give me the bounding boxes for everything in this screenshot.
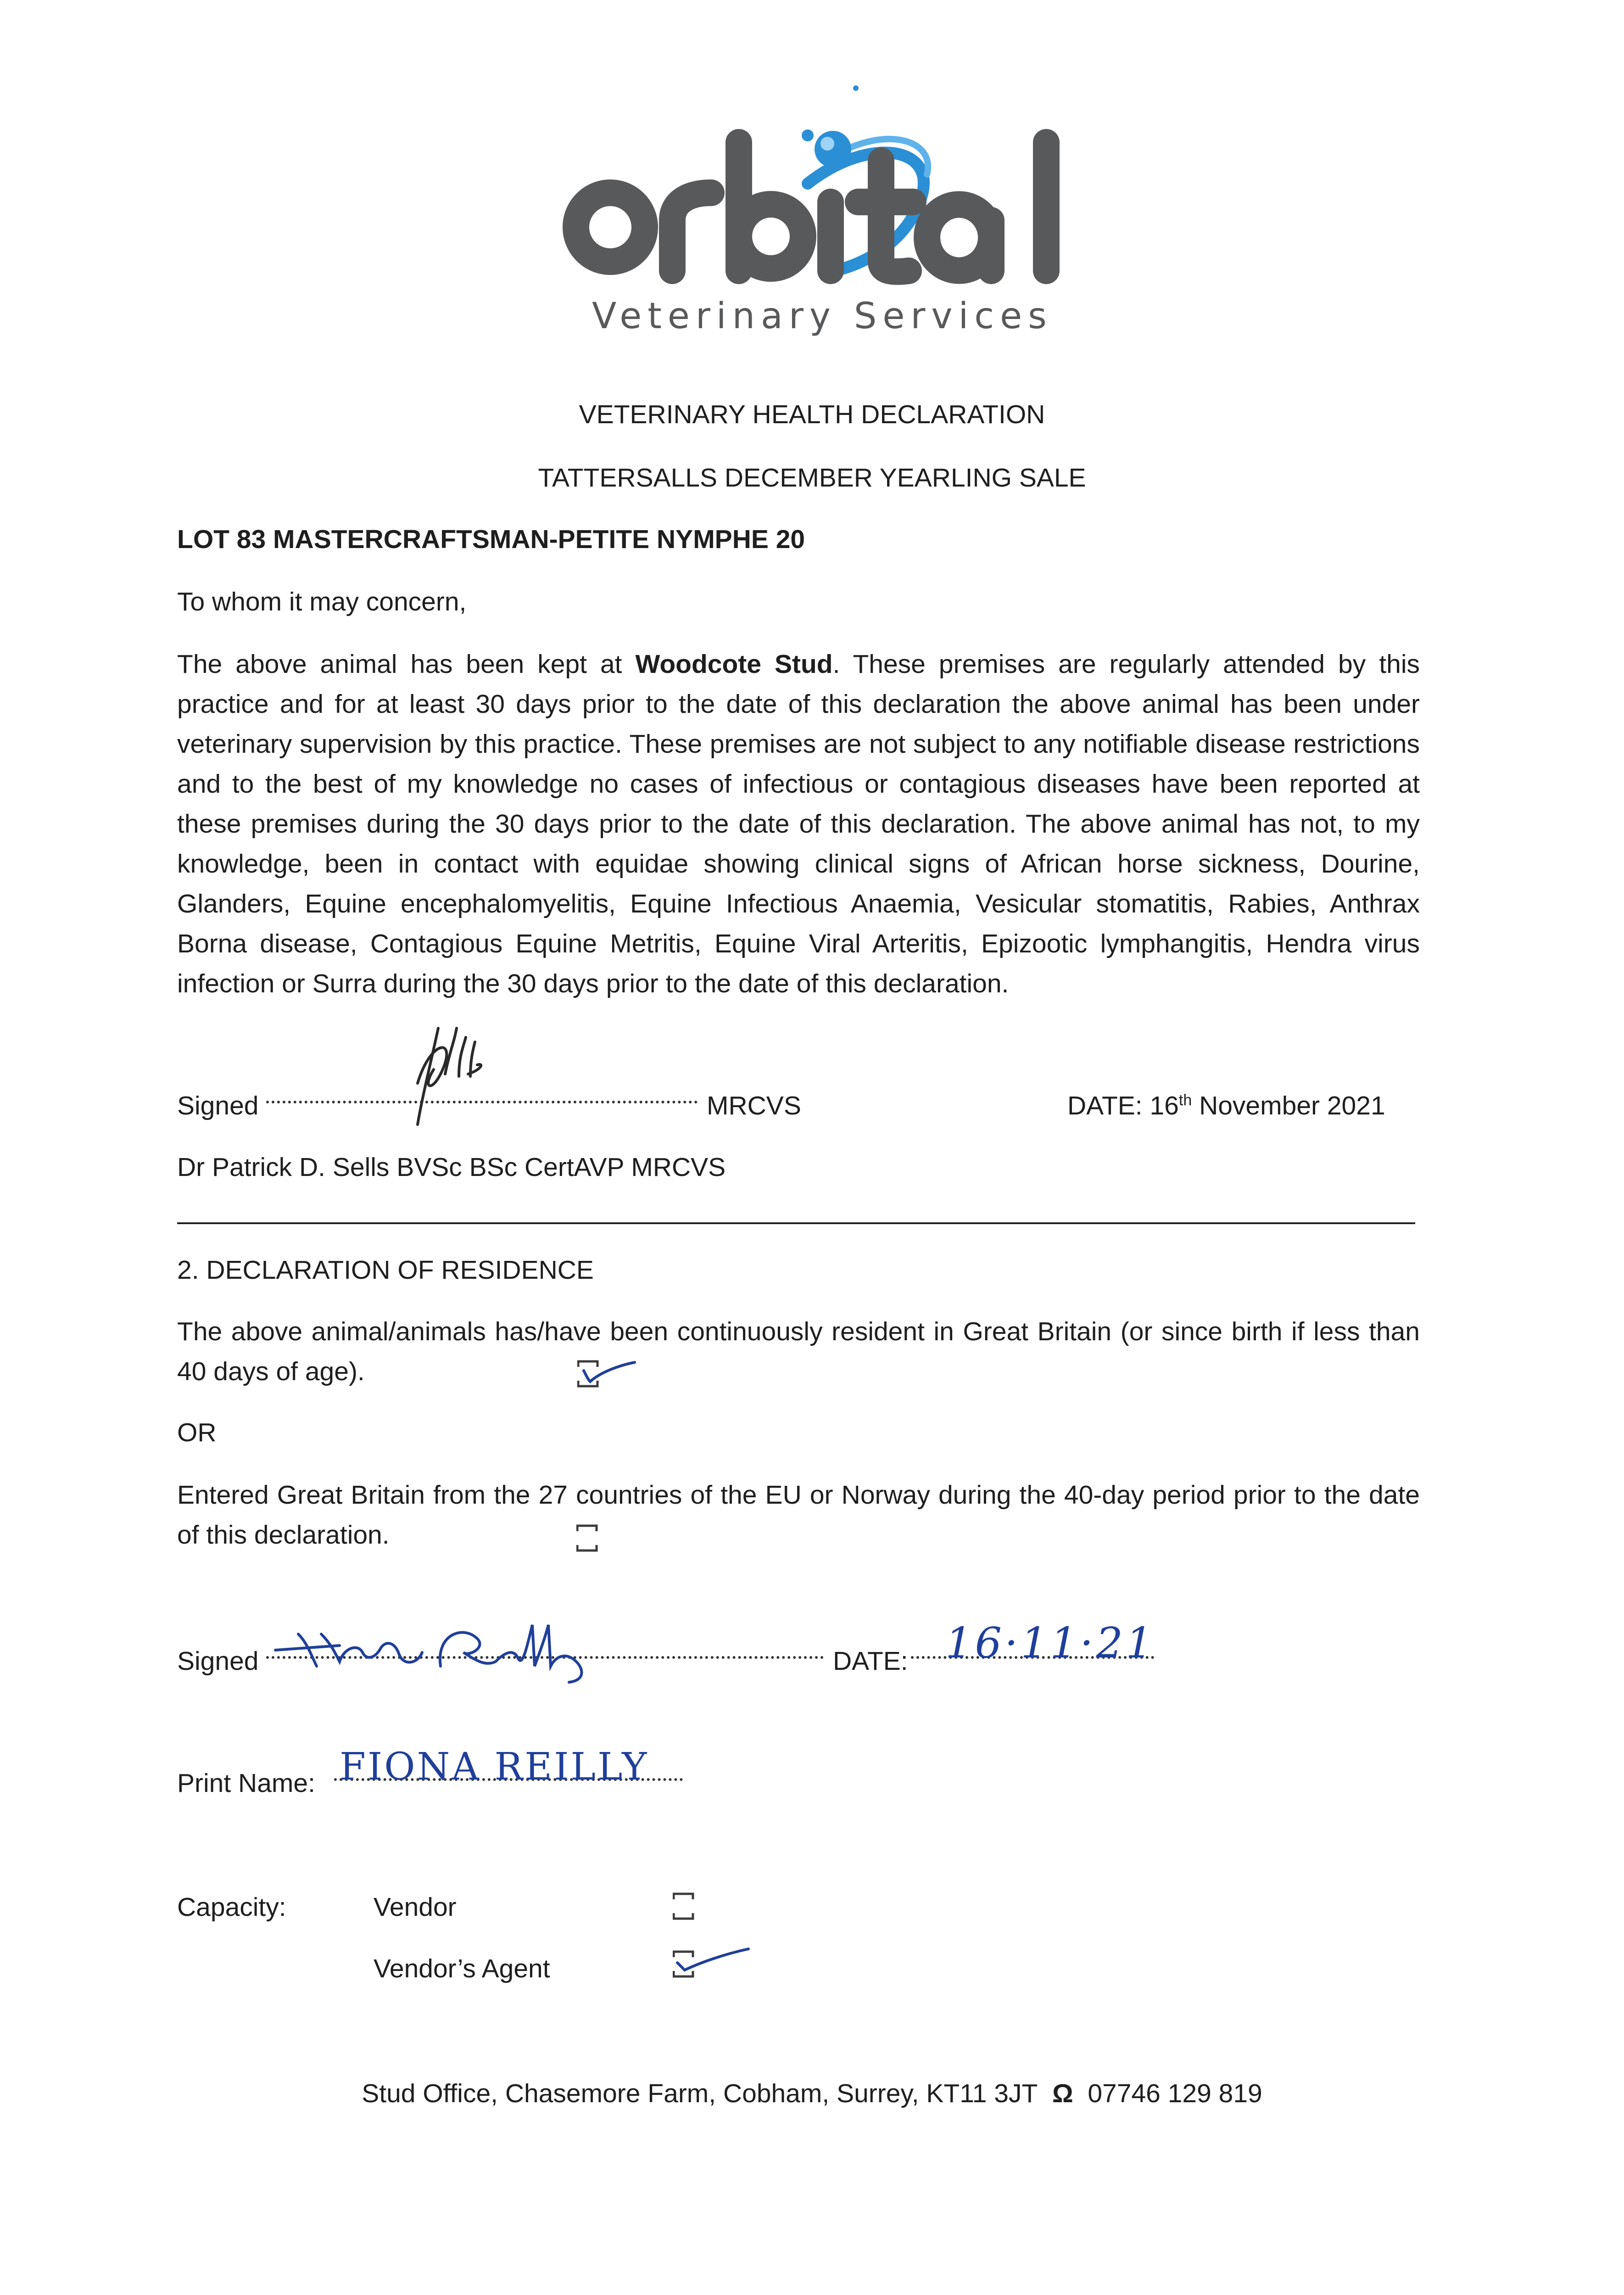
or-label: OR	[177, 1418, 217, 1447]
capacity-agent-label: Vendor’s Agent	[374, 1954, 550, 1983]
vet-name: Dr Patrick D. Sells BVSc BSc CertAVP MRCVS	[177, 1153, 726, 1182]
declaration-text-start: The above animal has been kept at	[177, 649, 636, 679]
capacity-label: Capacity:	[177, 1892, 286, 1922]
residence-option-1	[177, 1312, 1420, 1392]
vet-date-rest: November 2021	[1192, 1091, 1385, 1120]
sale-name: TATTERSALLS DECEMBER YEARLING SALE	[538, 463, 1086, 493]
vendor-date-label: DATE:	[833, 1646, 908, 1676]
residence-option-2-text: Entered Great Britain from the 27 countries of the EU or Norway during the 40-day period prior to the date of this declaration.	[177, 1480, 1420, 1550]
logo-planet	[815, 131, 851, 168]
phone-icon: Ω	[1052, 2079, 1073, 2108]
capacity-vendor-label: Vendor	[374, 1892, 457, 1922]
capacity-vendor-checkbox[interactable]	[673, 1891, 700, 1926]
vendor-signed-label: Signed	[177, 1646, 259, 1676]
capacity-agent-checkbox[interactable]	[673, 1944, 755, 1983]
vendor-signature	[271, 1616, 619, 1687]
declaration-paragraph	[177, 644, 1420, 1004]
salutation: To whom it may concern,	[177, 587, 467, 616]
vendor-date-value: 16·11·21	[945, 1618, 1155, 1668]
footer-contact	[0, 2074, 1624, 2114]
footer-phone: 07746 129 819	[1088, 2079, 1262, 2108]
logo-wordmark	[576, 142, 1046, 272]
residence-heading: 2. DECLARATION OF RESIDENCE	[177, 1255, 594, 1285]
residence-option-1-checkbox[interactable]	[577, 1359, 597, 1384]
declaration-text-rest: . These premises are regularly attended by this practice and for at least 30 days prior to the date of this declaration the above animal has been under veterinary supervision by this practice. These premises are not subject to any notifiable disease restrictions and to the best of my knowledge no cases of infectious or contagious diseases have been reported at these premises during the 30 days prior to the date of this declaration. The above animal has not, to my knowledge, been in contact with equidae showing clinical signs of African horse sickness, Dourine, Glanders, Equine encephalomyelitis, Equine Infectious Anaemia, Vesicular stomatitis, Rabies, Anthrax Borna disease, Contagious Equine Metritis, Equine Viral Arteritis, Epizootic lymphangitis, Hendra virus infection or Surra during the 30 days prior to the date of this declaration.	[177, 649, 1420, 998]
print-name-value: FIONA REILLY	[340, 1745, 649, 1789]
logo-star	[853, 85, 859, 91]
vet-date-suffix: th	[1178, 1092, 1192, 1109]
orbital-logo-graphic	[551, 69, 1074, 344]
vet-date-label: DATE: 16	[1067, 1091, 1179, 1120]
vet-signed-label: Signed	[177, 1091, 259, 1120]
footer-address: Stud Office, Chasemore Farm, Cobham, Surrey, KT11 3JT	[362, 2079, 1038, 2108]
logo-planet-shine	[820, 137, 834, 151]
residence-option-2	[177, 1475, 1420, 1555]
vet-date	[1067, 1086, 1385, 1126]
orbital-logo	[551, 69, 1074, 344]
residence-option-2-checkbox[interactable]	[576, 1523, 604, 1557]
section-divider	[177, 1222, 1415, 1224]
residence-option-1-text: The above animal/animals has/have been continuously resident in Great Britain (or since birth if less than 40 days of age).	[177, 1317, 1420, 1386]
stud-name: Woodcote Stud	[635, 649, 833, 679]
logo-moon	[802, 129, 814, 141]
print-name-label: Print Name:	[177, 1769, 315, 1798]
check-mark-icon	[584, 1362, 635, 1382]
logo-subtitle: Veterinary Services	[592, 296, 1053, 337]
vet-signature	[390, 1019, 491, 1131]
mrcvs-label: MRCVS	[707, 1091, 801, 1120]
document-title: VETERINARY HEALTH DECLARATION	[579, 400, 1045, 429]
lot-heading: LOT 83 MASTERCRAFTSMAN-PETITE NYMPHE 20	[177, 525, 805, 554]
